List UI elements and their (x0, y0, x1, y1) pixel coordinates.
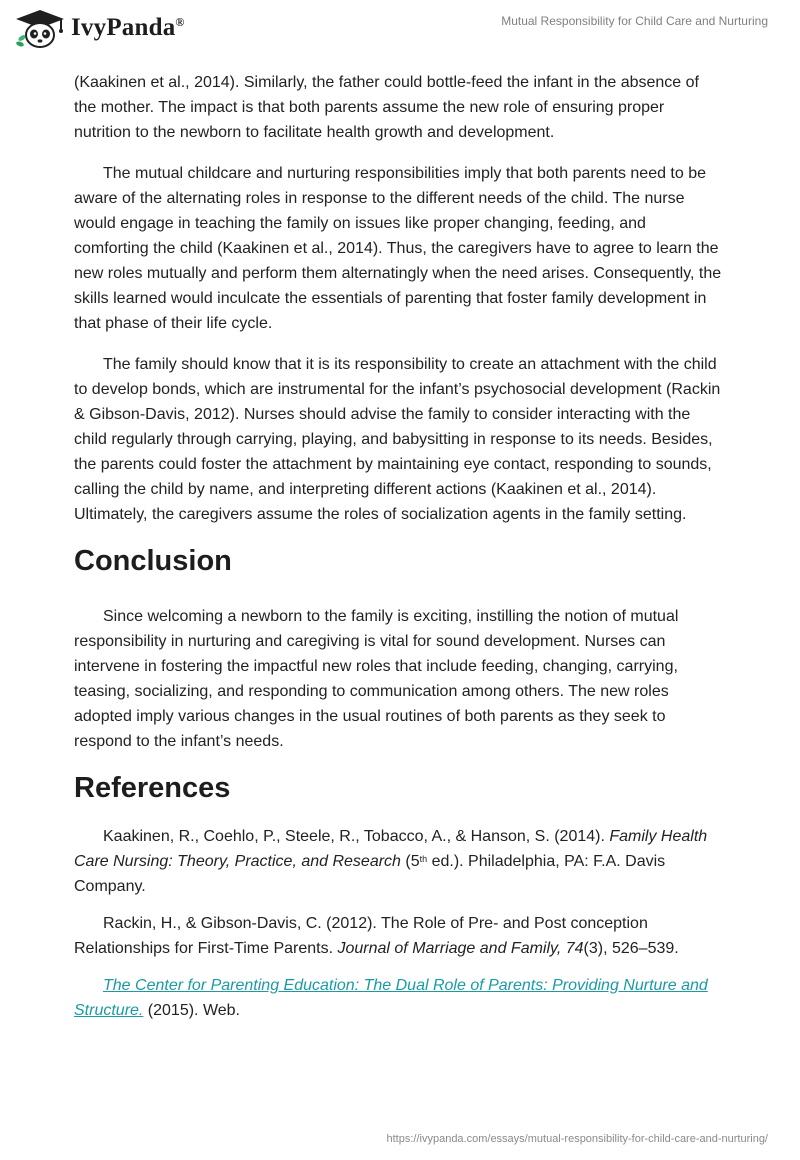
body-paragraph-3: The family should know that it is its responsibility to create an attachment with the child to develop bonds, which are instrumental for the infant’s psychosocial development (Rackin & Gibson-Davis, 2012). Nurses should advise the family to consider interacting with the child regularly through carrying, playing, and babysitting in response to its needs. Besides, the parents could foster the attachment by maintaining eye contact, responding to sounds, calling the child by name, and interpreting different actions (Kaakinen et al., 2014). Ultimately, the caregivers assume the roles of socialization agents in the family setting. (74, 356, 721, 523)
page-header (0, 0, 800, 70)
logo-wordmark: IvyPanda® (71, 14, 185, 41)
body-paragraph-2: The mutual childcare and nurturing responsibilities imply that both parents need to be aware of the alternating roles in response to the different needs of the child. The nurse would engage in teaching the family on issues like proper changing, feeding, and comforting the child (Kaakinen et al., 2014). Thus, the caregivers have to agree to learn the new roles mutually and perform them alternatingly when the need arises. Consequently, the skills learned would inculcate the essentials of parenting that foster family development in that phase of their life cycle. (74, 165, 722, 332)
references-heading: References (74, 772, 231, 804)
reference-link[interactable]: The Center for Parenting Education: The Dual Role of Parents: Providing Nurture and Structure. (74, 977, 708, 1019)
document-title: Mutual Responsibility for Child Care and Nurturing (501, 14, 768, 28)
reference-item-3: The Center for Parenting Education: The Dual Role of Parents: Providing Nurture and Structure. (2015). Web. (74, 977, 708, 1019)
conclusion-paragraph: Since welcoming a newborn to the family is exciting, instilling the notion of mutual responsibility in nurturing and caregiving is vital for sound development. Nurses can intervene in fostering the impactful new roles that include feeding, changing, carrying, teasing, socializing, and responding to communication among others. The new roles adopted imply various changes in the usual routines of both parents as they seek to respond to the infant’s needs. (74, 608, 679, 750)
ivypanda-logo[interactable] (14, 8, 185, 48)
panda-logo-icon (14, 8, 66, 48)
footer-source-url[interactable]: https://ivypanda.com/essays/mutual-responsibility-for-child-care-and-nurturing/ (386, 1133, 768, 1145)
essay-body (74, 70, 724, 1035)
reference-item-1: Kaakinen, R., Coehlo, P., Steele, R., Tobacco, A., & Hanson, S. (2014). Family Health Care Nursing: Theory, Practice, and Research (5th ed.). Philadelphia, PA: F.A. Davis Company. (74, 828, 708, 895)
reference-item-2: Rackin, H., & Gibson-Davis, C. (2012). The Role of Pre- and Post conception Relationships for First-Time Parents. Journal of Marriage and Family, 74(3), 526–539. (74, 915, 679, 957)
conclusion-heading: Conclusion (74, 545, 232, 577)
body-paragraph-1: (Kaakinen et al., 2014). Similarly, the father could bottle-feed the infant in the absence of the mother. The impact is that both parents assume the new role of ensuring proper nutrition to the newborn to facilitate health growth and development. (74, 74, 699, 141)
